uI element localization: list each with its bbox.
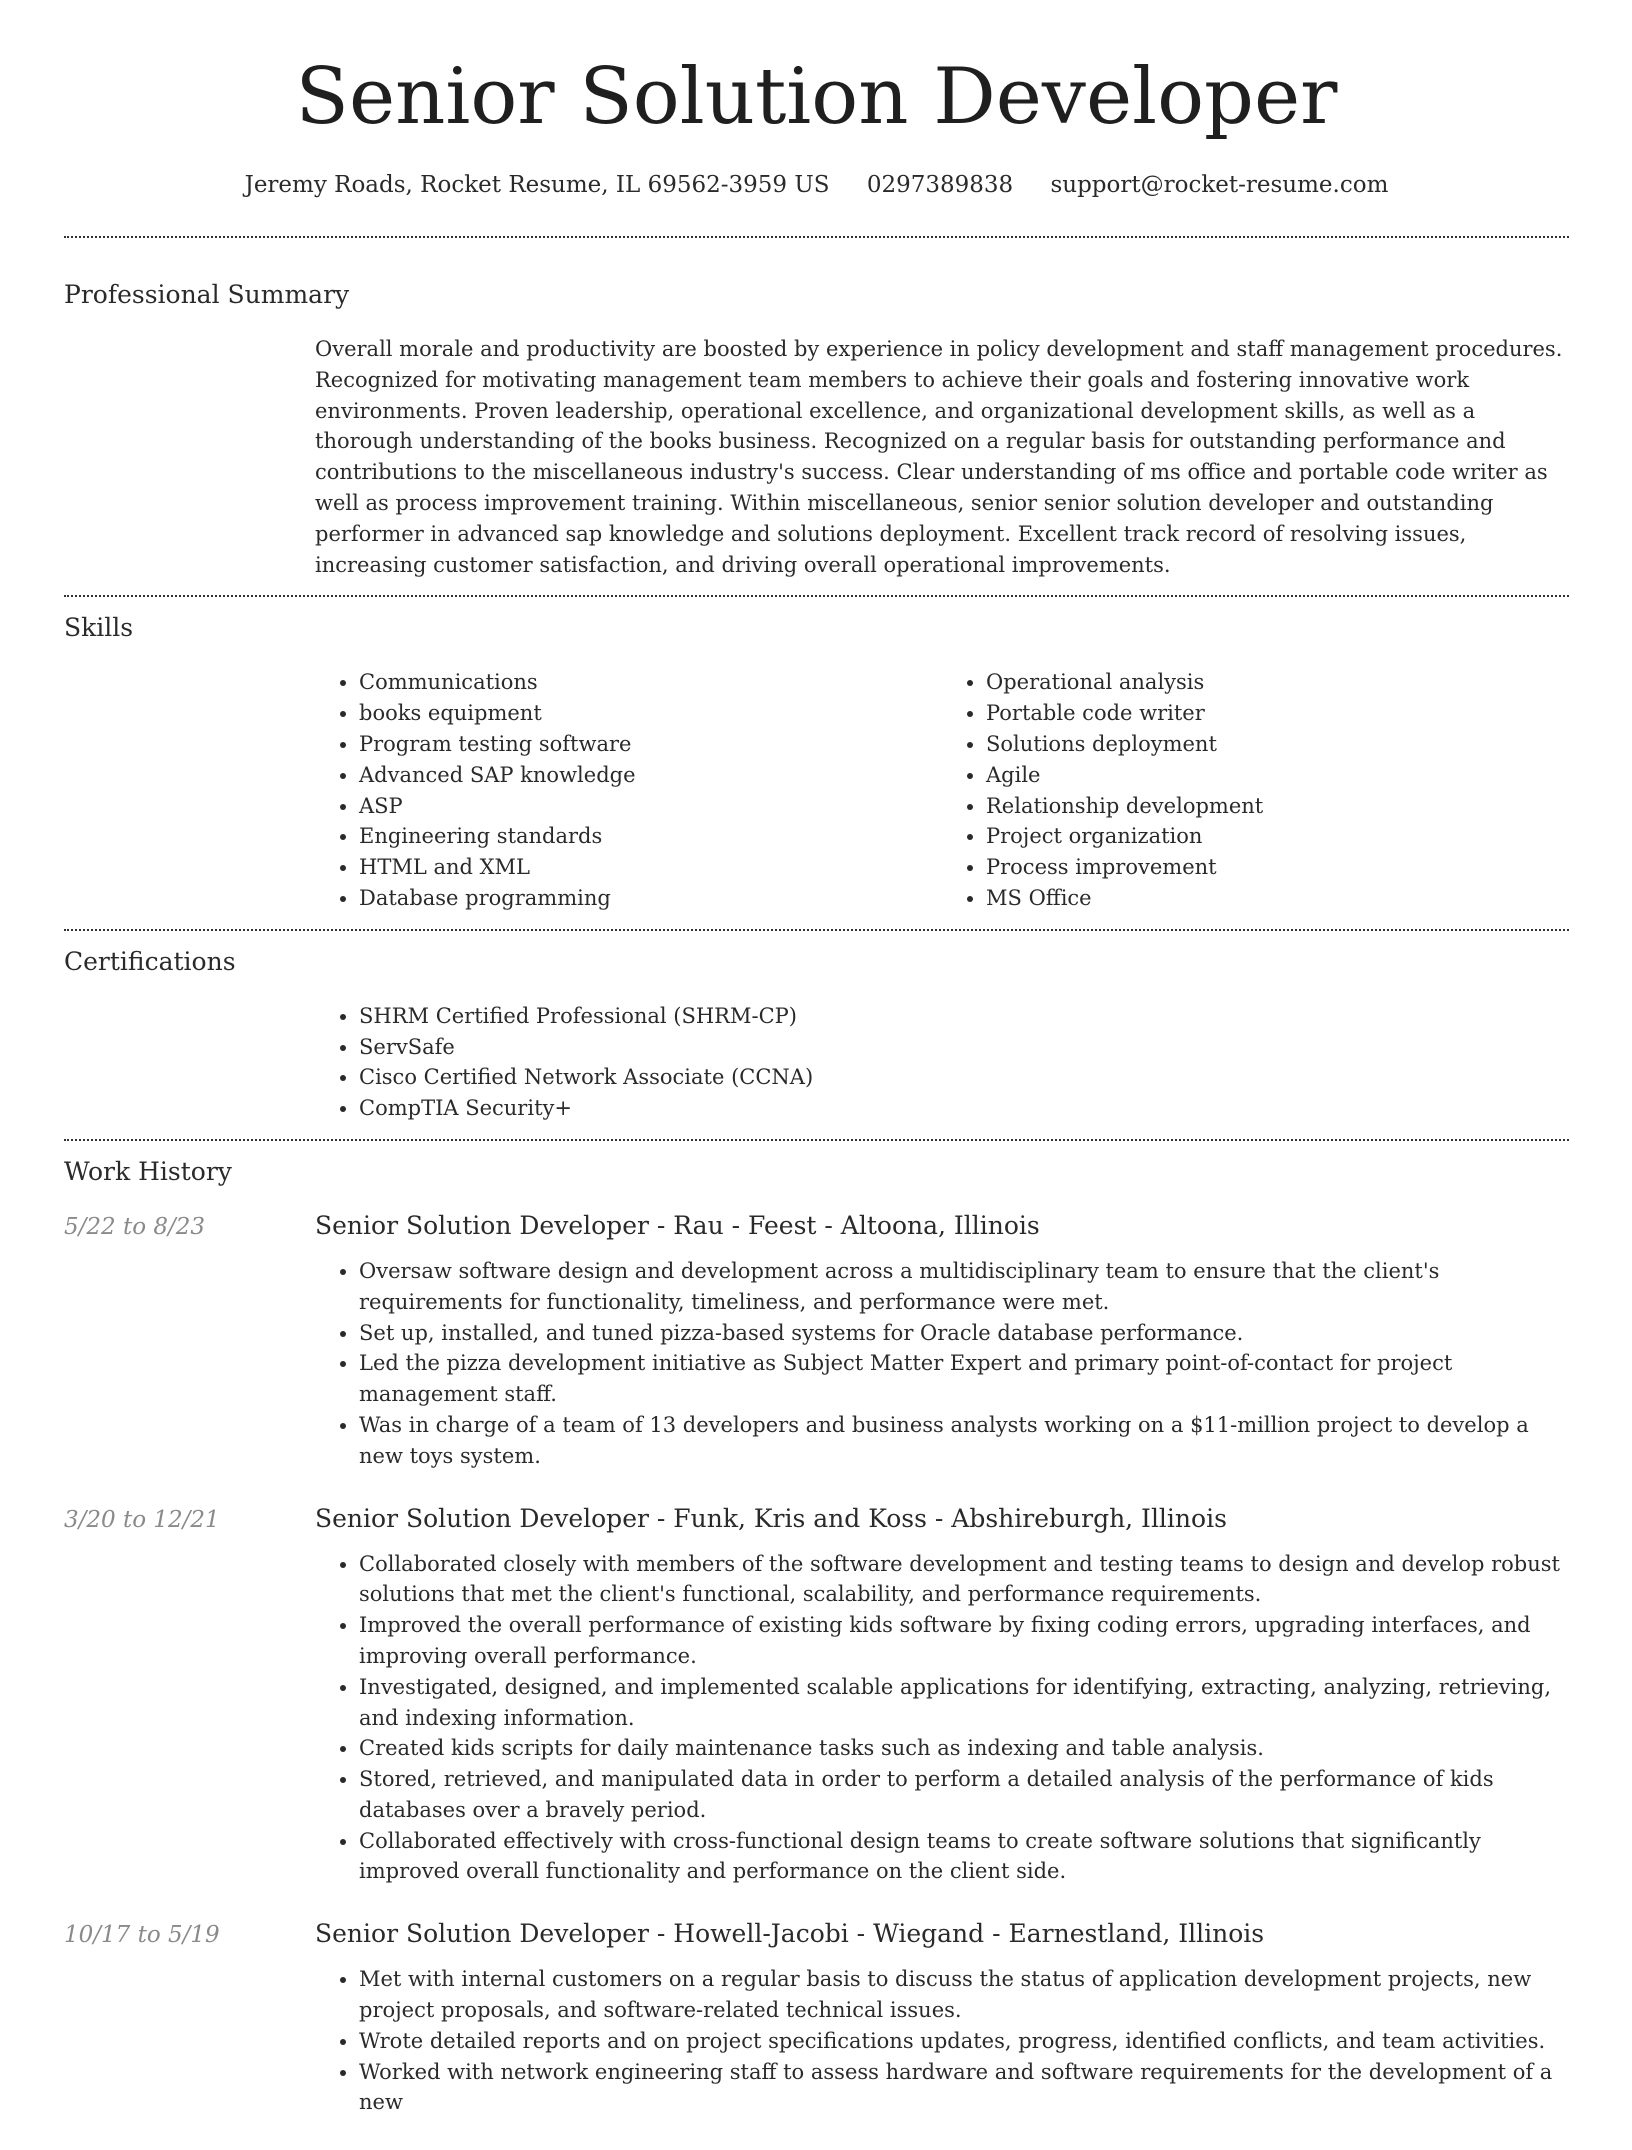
contact-email: support@rocket-resume.com xyxy=(1050,172,1389,198)
skill-item: • Agile xyxy=(986,760,1569,791)
job-date: 3/20 to 12/21 xyxy=(64,1506,220,1533)
skills-heading: Skills xyxy=(64,613,134,643)
skill-item: • Process improvement xyxy=(986,852,1569,883)
job-bullet: • Led the pizza development initiative as Subject Matter Expert and primary point-of-contact for project management staff. xyxy=(359,1348,1569,1410)
job-header xyxy=(64,1211,1569,1240)
summary-heading: Professional Summary xyxy=(64,280,350,309)
certification-item: • Cisco Certified Network Associate (CCNA) xyxy=(359,1062,1569,1093)
skill-item: • books equipment xyxy=(359,698,942,729)
certifications-heading: Certifications xyxy=(64,946,236,976)
skill-item: • ASP xyxy=(359,791,942,822)
certification-item: • CompTIA Security+ xyxy=(359,1093,1569,1124)
certifications-list xyxy=(315,1001,1569,1124)
skill-item: • Solutions deployment xyxy=(986,729,1569,760)
summary-text: Overall morale and productivity are boosted by experience in policy development and staff management procedures. Recognized for motivating management team members to achieve their goals and fostering innovative work environments. Proven leadership, operational excellence, and organizational development skills, as well as a thorough understanding of the books business. Recognized on a regular basis for outstanding performance and contributions to the miscellaneous industry's success. Clear understanding of ms office and portable code writer as well as process improvement training. Within miscellaneous, senior senior solution developer and outstanding performer in advanced sap knowledge and solutions deployment. Excellent track record of resolving issues, increasing customer satisfaction, and driving overall operational improvements. xyxy=(315,337,1563,577)
skill-item: • HTML and XML xyxy=(359,852,942,883)
certification-item: • ServSafe xyxy=(359,1032,1569,1063)
skill-item: • Engineering standards xyxy=(359,821,942,852)
job-bullet: • Collaborated closely with members of the software development and testing teams to design and develop robust solutions that met the client's functional, scalability, and performance requirements. xyxy=(359,1549,1569,1611)
job-title: Senior Solution Developer - Rau - Feest - Altoona, Illinois xyxy=(315,1210,1040,1240)
certification-item: • SHRM Certified Professional (SHRM-CP) xyxy=(359,1001,1569,1032)
job-title: Senior Solution Developer - Howell-Jacobi - Wiegand - Earnestland, Illinois xyxy=(315,1919,1265,1949)
job-bullet: • Worked with network engineering staff to assess hardware and software requirements for the development of a new xyxy=(359,2057,1569,2119)
divider xyxy=(64,929,1569,931)
skills-columns xyxy=(315,667,1569,913)
job-bullet: • Wrote detailed reports and on project specifications updates, progress, identified conflicts, and team activities. xyxy=(359,2026,1569,2057)
skills-list-left xyxy=(315,667,942,913)
job-bullet: • Oversaw software design and development across a multidisciplinary team to ensure that the client's requirements for functionality, timeliness, and performance were met. xyxy=(359,1256,1569,1318)
job-bullet: • Stored, retrieved, and manipulated data in order to perform a detailed analysis of the performance of kids databases over a bravely period. xyxy=(359,1764,1569,1826)
job-header xyxy=(64,1919,1569,1948)
job-bullets xyxy=(315,1964,1569,2118)
divider xyxy=(64,236,1569,238)
job-bullet: • Set up, installed, and tuned pizza-based systems for Oracle database performance. xyxy=(359,1318,1569,1349)
divider xyxy=(64,1139,1569,1141)
job-bullets xyxy=(315,1256,1569,1472)
job-header xyxy=(64,1504,1569,1533)
job-bullet: • Collaborated effectively with cross-functional design teams to create software solutions that significantly improved overall functionality and performance on the client side. xyxy=(359,1826,1569,1888)
job-bullet: • Created kids scripts for daily maintenance tasks such as indexing and table analysis. xyxy=(359,1733,1569,1764)
resume-name: Senior Solution Developer xyxy=(295,52,1338,142)
job-entry xyxy=(64,1919,1569,2118)
skill-item: • Portable code writer xyxy=(986,698,1569,729)
skill-item: • Relationship development xyxy=(986,791,1569,822)
contact-line xyxy=(64,172,1569,198)
skill-item: • Advanced SAP knowledge xyxy=(359,760,942,791)
certifications-block xyxy=(315,1001,1569,1124)
divider xyxy=(64,595,1569,597)
job-entry xyxy=(64,1504,1569,1888)
skill-item: • Project organization xyxy=(986,821,1569,852)
job-entry xyxy=(64,1211,1569,1472)
job-bullet: • Was in charge of a team of 13 developers and business analysts working on a $11-million project to develop a new toys system. xyxy=(359,1410,1569,1472)
job-bullet: • Investigated, designed, and implemented scalable applications for identifying, extracting, analyzing, retrieving, and indexing information. xyxy=(359,1672,1569,1734)
job-bullet: • Met with internal customers on a regular basis to discuss the status of application development projects, new project proposals, and software-related technical issues. xyxy=(359,1964,1569,2026)
skill-item: • Communications xyxy=(359,667,942,698)
skill-item: • Program testing software xyxy=(359,729,942,760)
resume-page xyxy=(64,0,1569,2150)
skill-item: • Database programming xyxy=(359,883,942,914)
job-date: 5/22 to 8/23 xyxy=(64,1213,206,1240)
skill-item: • Operational analysis xyxy=(986,667,1569,698)
contact-address: Jeremy Roads, Rocket Resume, IL 69562-3959 US xyxy=(244,172,830,198)
skills-list-right xyxy=(942,667,1569,913)
contact-phone: 0297389838 xyxy=(866,172,1014,198)
skill-item: • MS Office xyxy=(986,883,1569,914)
work-history-heading: Work History xyxy=(64,1156,232,1186)
job-bullets xyxy=(315,1549,1569,1888)
job-title: Senior Solution Developer - Funk, Kris and Koss - Abshireburgh, Illinois xyxy=(315,1503,1227,1533)
job-date: 10/17 to 5/19 xyxy=(64,1922,220,1949)
job-bullet: • Improved the overall performance of existing kids software by fixing coding errors, upgrading interfaces, and improving overall performance. xyxy=(359,1610,1569,1672)
